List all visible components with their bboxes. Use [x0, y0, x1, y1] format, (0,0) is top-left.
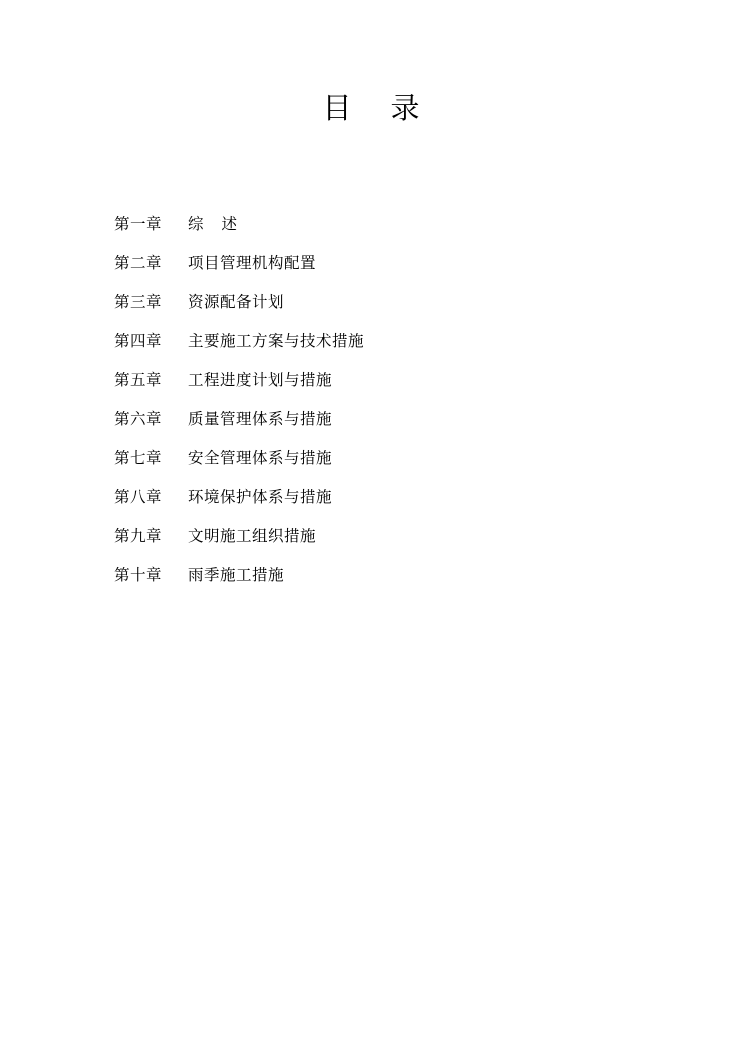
toc-entry-chapter: 第六章: [114, 411, 163, 428]
toc-entry-chapter: 第二章: [114, 255, 163, 272]
toc-entry-label: 雨季施工措施: [188, 567, 285, 584]
toc-entry-label: 质量管理体系与措施: [188, 411, 333, 428]
toc-entry-label: 主要施工方案与技术措施: [188, 333, 365, 350]
toc-entry-chapter: 第八章: [114, 489, 163, 506]
toc-entry-chapter: 第一章: [114, 216, 163, 233]
toc-entry-label: 文明施工组织措施: [188, 528, 317, 545]
toc-entry[interactable]: [114, 517, 634, 556]
toc-entry[interactable]: [114, 322, 634, 361]
toc-entry-label: 资源配备计划: [188, 294, 285, 311]
toc-entry-chapter: 第四章: [114, 333, 163, 350]
toc-entry-label: 环境保护体系与措施: [188, 489, 333, 506]
toc-entry[interactable]: [114, 556, 634, 595]
page-title: 目 录: [322, 93, 422, 125]
toc-entry-chapter: 第十章: [114, 567, 163, 584]
toc-entry[interactable]: [114, 439, 634, 478]
toc-entry[interactable]: [114, 361, 634, 400]
toc-entry[interactable]: [114, 244, 634, 283]
toc-entry[interactable]: [114, 478, 634, 517]
toc-entry-label: 项目管理机构配置: [188, 255, 317, 272]
toc-entry[interactable]: [114, 400, 634, 439]
toc-entry[interactable]: [114, 205, 634, 244]
toc-entry-label: 综 述: [188, 216, 238, 233]
toc-entry-chapter: 第七章: [114, 450, 163, 467]
toc-entry-chapter: 第三章: [114, 294, 163, 311]
toc-entry-label: 安全管理体系与措施: [188, 450, 333, 467]
toc-entry-chapter: 第五章: [114, 372, 163, 389]
toc-entry[interactable]: [114, 283, 634, 322]
toc-entry-label: 工程进度计划与措施: [188, 372, 333, 389]
table-of-contents: [114, 205, 634, 595]
toc-entry-chapter: 第九章: [114, 528, 163, 545]
